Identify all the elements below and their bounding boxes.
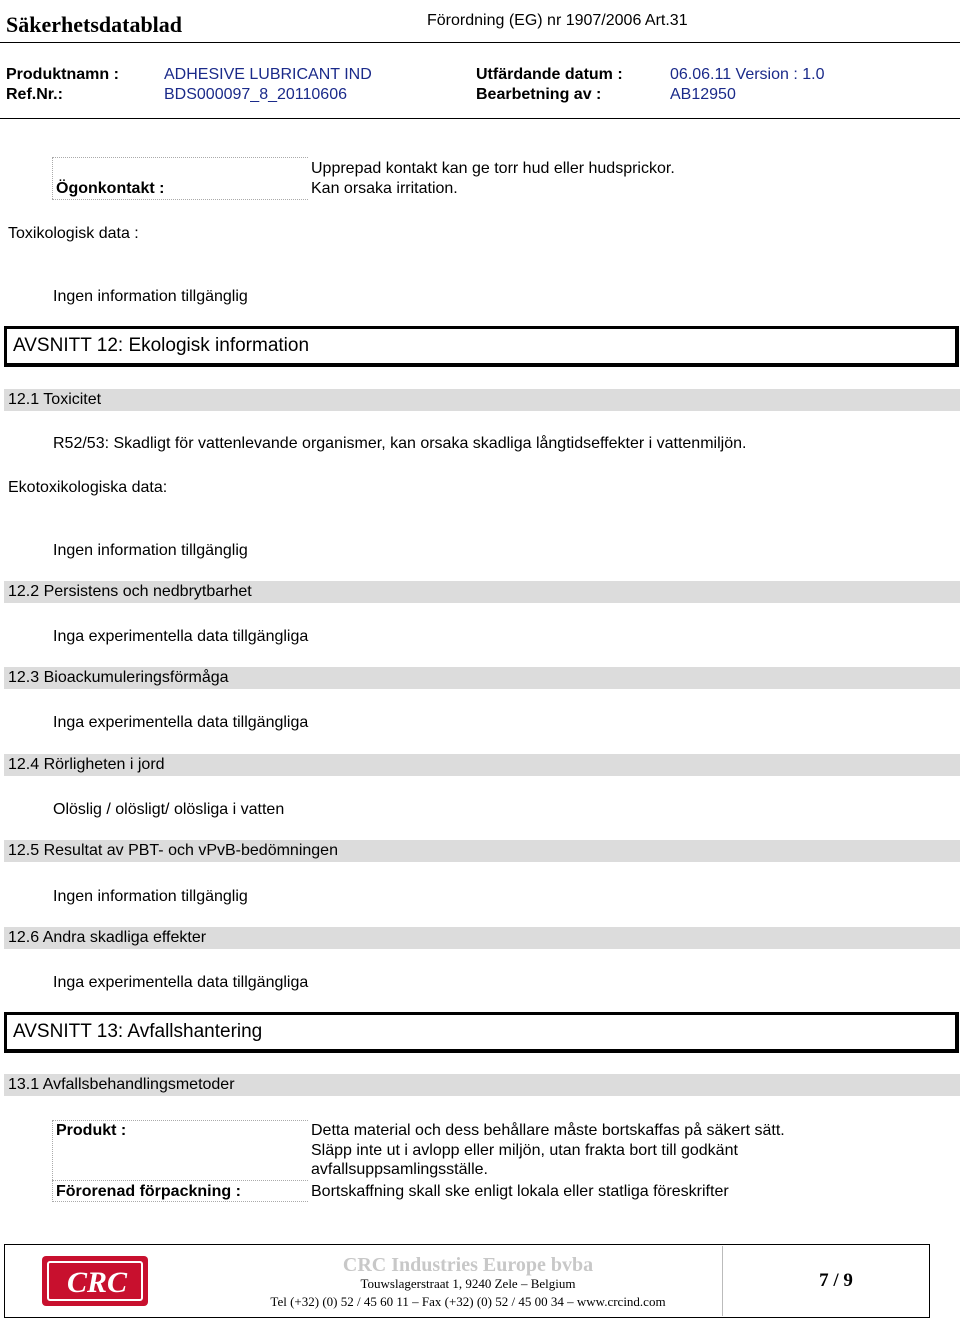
subsection-12-2-title: 12.2 Persistens och nedbrytbarhet <box>8 583 252 600</box>
eye-contact-line: Upprepad kontakt kan ge torr hud eller hudsprickor. <box>311 160 675 177</box>
tox-data-label: Toxikologisk data : <box>8 225 139 242</box>
footer-divider <box>722 1246 723 1316</box>
subsection-12-1-title: 12.1 Toxicitet <box>8 391 102 408</box>
contaminated-packaging-value: Bortskaffning skall ske enligt lokala eller statliga föreskrifter <box>311 1183 729 1200</box>
table-border <box>52 157 308 158</box>
company-name: CRC Industries Europe bvba <box>342 1254 594 1276</box>
subsection-12-5-bar <box>4 840 960 862</box>
persistence-text: Inga experimentella data tillgängliga <box>53 628 309 645</box>
crc-logo-text: CRC <box>66 1266 128 1299</box>
contaminated-packaging-label: Förorenad förpackning : <box>56 1183 241 1200</box>
regulation-reference: Förordning (EG) nr 1907/2006 Art.31 <box>427 12 688 29</box>
toxicity-text: R52/53: Skadligt för vattenlevande organismer, kan orsaka skadliga långtidseffekter i vattenmiljön. <box>53 435 747 452</box>
section-13-title: AVSNITT 13: Avfallshantering <box>13 1021 263 1042</box>
table-border <box>52 1120 53 1202</box>
subsection-12-4-title: 12.4 Rörligheten i jord <box>8 756 165 773</box>
subsection-12-1-bar <box>4 389 960 411</box>
page-number: 7 / 9 <box>819 1270 853 1291</box>
subsection-12-6-bar <box>4 927 960 949</box>
eye-contact-line: Kan orsaka irritation. <box>311 180 458 197</box>
table-border <box>52 1180 308 1181</box>
subsection-13-1-bar <box>4 1074 960 1096</box>
tox-data-value: Ingen information tillgänglig <box>53 288 248 305</box>
subsection-12-3-bar <box>4 667 960 689</box>
subsection-13-1-title: 13.1 Avfallsbehandlingsmetoder <box>8 1076 235 1093</box>
subsection-12-6-title: 12.6 Andra skadliga effekter <box>8 929 207 946</box>
edited-by-value: AB12950 <box>670 86 736 103</box>
edited-by-label: Bearbetning av : <box>476 86 602 103</box>
issue-date-label: Utfärdande datum : <box>476 66 623 83</box>
product-name-value: ADHESIVE LUBRICANT IND <box>164 66 372 83</box>
section-12-title: AVSNITT 12: Ekologisk information <box>13 335 310 356</box>
ref-number-value: BDS000097_8_20110606 <box>164 86 347 103</box>
subsection-12-4-bar <box>4 754 960 776</box>
header-divider <box>0 42 960 43</box>
issue-date-value: 06.06.11 Version : 1.0 <box>670 66 825 83</box>
mobility-text: Olöslig / olösligt/ olösliga i vatten <box>53 801 285 818</box>
ecotox-label: Ekotoxikologiska data: <box>8 479 168 496</box>
table-border <box>52 199 308 200</box>
section-13-header <box>4 1012 959 1053</box>
pbt-text: Ingen information tillgänglig <box>53 888 248 905</box>
product-name-label: Produktnamn : <box>6 66 119 83</box>
bioaccumulation-text: Inga experimentella data tillgängliga <box>53 714 309 731</box>
subsection-12-2-bar <box>4 581 960 603</box>
ecotox-value: Ingen information tillgänglig <box>53 542 248 559</box>
section-12-header <box>4 326 959 367</box>
subsection-12-5-title: 12.5 Resultat av PBT- och vPvB-bedömningen <box>8 842 338 859</box>
other-effects-text: Inga experimentella data tillgängliga <box>53 974 309 991</box>
crc-logo <box>42 1256 148 1306</box>
waste-product-line: Detta material och dess behållare måste bortskaffas på säkert sätt. <box>311 1122 785 1139</box>
waste-product-line: Släpp inte ut i avlopp eller miljön, utan frakta bort till godkänt <box>311 1142 738 1159</box>
subsection-12-3-title: 12.3 Bioackumuleringsförmåga <box>8 669 229 686</box>
waste-product-label: Produkt : <box>56 1122 127 1139</box>
eye-contact-label: Ögonkontakt : <box>56 180 165 197</box>
waste-product-line: avfallsuppsamlingsställe. <box>311 1161 488 1178</box>
crc-logo-frame <box>47 1261 143 1301</box>
header-bottom-divider <box>0 118 960 119</box>
company-address: Touwslagerstraat 1, 9240 Zele – Belgium <box>360 1276 576 1291</box>
ref-number-label: Ref.Nr.: <box>6 86 63 103</box>
document-title: Säkerhetsdatablad <box>6 12 183 37</box>
company-contact: Tel (+32) (0) 52 / 45 60 11 – Fax (+32) (0) 52 / 45 00 34 – www.crcind.com <box>270 1294 666 1309</box>
table-border <box>52 157 53 199</box>
